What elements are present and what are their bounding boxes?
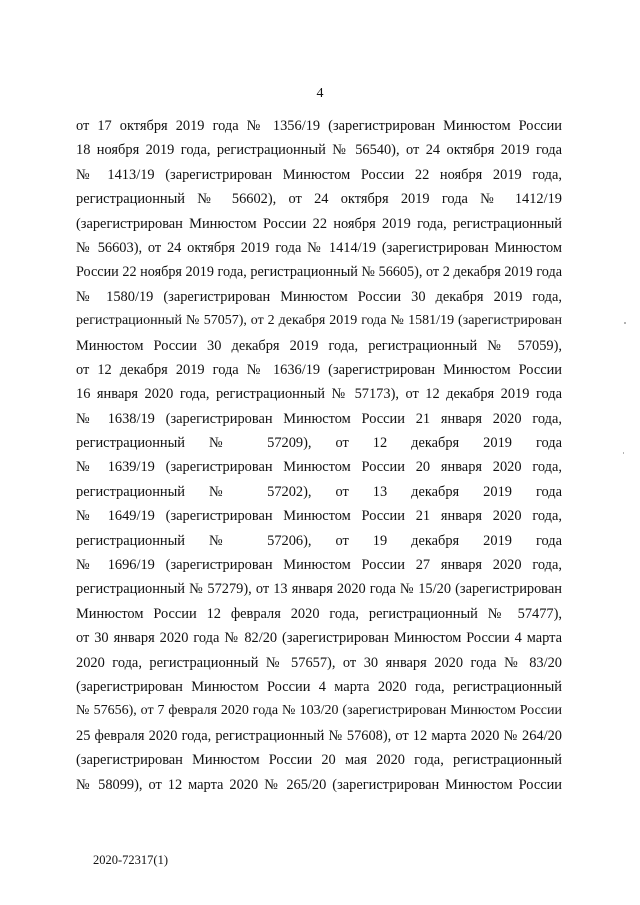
text-line: Минюстом России 30 декабря 2019 года, регистрационный № 57059), <box>76 337 562 354</box>
text-line: № 58099), от 12 марта 2020 № 265/20 (зарегистрирован Минюстом России <box>76 776 562 793</box>
scan-speck <box>623 452 624 454</box>
text-line: № 57656), от 7 февраля 2020 года № 103/20 (зарегистрирован Минюстом России <box>76 703 562 719</box>
text-line: (зарегистрирован Минюстом России 4 марта 2020 года, регистрационный <box>76 678 562 695</box>
text-line: 16 января 2020 года, регистрационный № 57173), от 12 декабря 2019 года <box>76 386 562 403</box>
text-line: России 22 ноября 2019 года, регистрационный № 56605), от 2 декабря 2019 года <box>76 264 562 281</box>
text-line: Минюстом России 12 февраля 2020 года, регистрационный № 57477), <box>76 605 562 622</box>
text-line: от 17 октября 2019 года № 1356/19 (зарегистрирован Минюстом России <box>76 118 562 134</box>
text-line: № 1649/19 (зарегистрирован Минюстом России 21 января 2020 года, <box>76 508 562 525</box>
text-line: № 1580/19 (зарегистрирован Минюстом России 30 декабря 2019 года, <box>76 288 562 305</box>
text-line: 2020 года, регистрационный № 57657), от 30 января 2020 года № 83/20 <box>76 654 562 671</box>
text-line: № 1639/19 (зарегистрирован Минюстом России 20 января 2020 года, <box>76 459 562 476</box>
text-line: регистрационный № 57206), от 19 декабря 2019 года <box>76 532 562 549</box>
text-line: от 30 января 2020 года № 82/20 (зарегистрирован Минюстом России 4 марта <box>76 630 562 647</box>
text-line: регистрационный № 57279), от 13 января 2020 года № 15/20 (зарегистрирован <box>76 581 562 598</box>
text-line: регистрационный № 56602), от 24 октября 2019 года № 1412/19 <box>76 191 562 208</box>
text-line: (зарегистрирован Минюстом России 22 ноября 2019 года, регистрационный <box>76 215 562 232</box>
text-line: регистрационный № 57209), от 12 декабря 2019 года <box>76 435 562 452</box>
document-code: 2020-72317(1) <box>93 853 168 867</box>
text-line: 25 февраля 2020 года, регистрационный № 57608), от 12 марта 2020 № 264/20 <box>76 727 562 744</box>
page-number: 4 <box>316 86 324 101</box>
text-line: от 12 декабря 2019 года № 1636/19 (зарегистрирован Минюстом России <box>76 361 562 378</box>
text-line: регистрационный № 57057), от 2 декабря 2019 года № 1581/19 (зарегистрирован <box>76 313 562 329</box>
text-line: регистрационный № 57202), от 13 декабря 2019 года <box>76 483 562 500</box>
text-line: (зарегистрирован Минюстом России 20 мая 2020 года, регистрационный <box>76 752 562 769</box>
text-line: № 56603), от 24 октября 2019 года № 1414/19 (зарегистрирован Минюстом <box>76 239 562 256</box>
text-line: 18 ноября 2019 года, регистрационный № 56540), от 24 октября 2019 года <box>76 142 562 159</box>
text-line: № 1413/19 (зарегистрирован Минюстом России 22 ноября 2019 года, <box>76 166 562 183</box>
text-line: № 1638/19 (зарегистрирован Минюстом России 21 января 2020 года, <box>76 410 562 427</box>
text-line: № 1696/19 (зарегистрирован Минюстом России 27 января 2020 года, <box>76 557 562 574</box>
body-paragraph <box>76 114 562 797</box>
scan-speck <box>624 322 626 324</box>
